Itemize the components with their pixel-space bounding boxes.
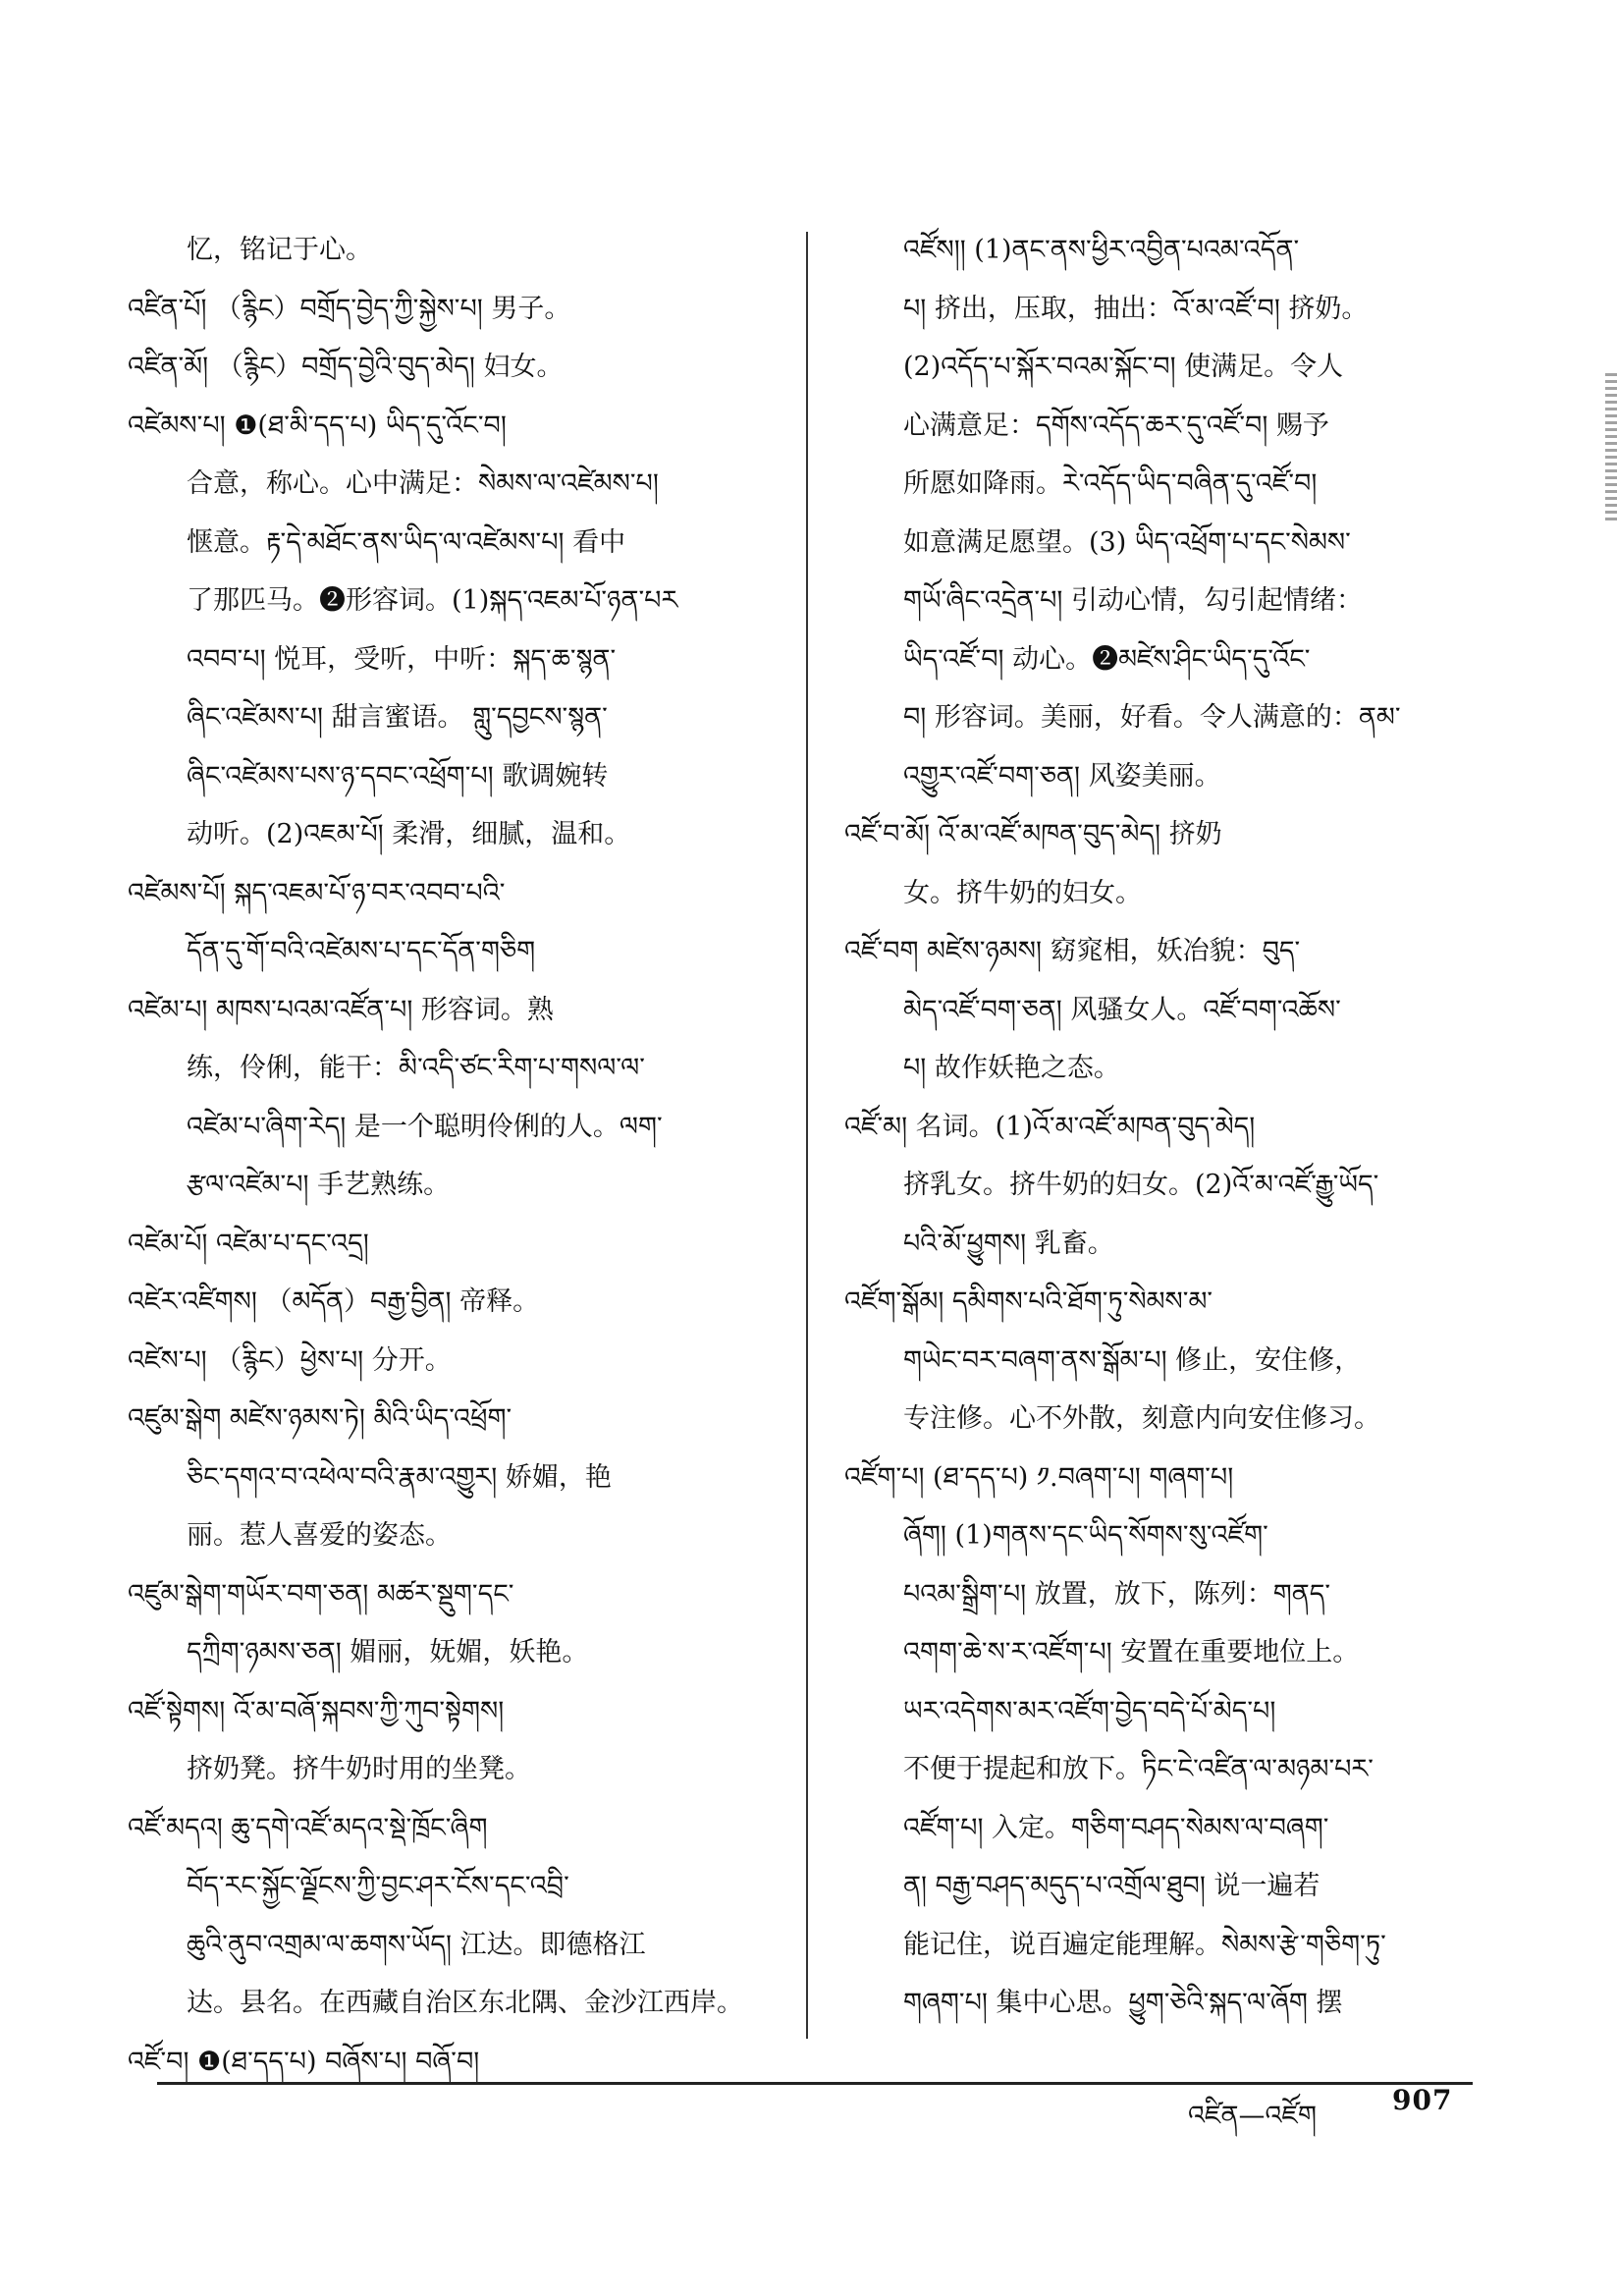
column-divider — [806, 232, 808, 2039]
text-line: འབབ་པ། 悦耳，受听，中听：སྐད་ཆ་སྙན་ — [187, 643, 617, 675]
text-line: 挤乳女。挤牛奶的妇女。(2)འོ་མ་འཛོ་རྒྱུ་ཡོད་ — [903, 1170, 1379, 1200]
text-line: ཞིང་འཛེམས་པ། 甜言蜜语。 གླུ་དབྱངས་སྙན་ — [187, 702, 608, 733]
entry-line: འཛེམས་པོ། སྐད་འཇམ་པོ་ཉ་བར་འབབ་པའི་ — [128, 877, 506, 908]
text-line: 合意，称心。心中满足：སེམས་ལ་འཛེམས་པ། — [187, 468, 659, 499]
scan-edge-mark — [1605, 373, 1617, 520]
text-line: 心满意足：དགོས་འདོད་ཆར་དུ་འཛོ་བ། 赐予 — [903, 410, 1329, 441]
left-column — [128, 221, 795, 2091]
entry-line: འཛོ་བ། ❶(ཐ་དད་པ) བཞོས་པ། བཞོ་བ། — [128, 2046, 480, 2077]
entry-line: འཛེས་པ། （རྙིང）ཕྱེས་པ། 分开。 — [128, 1344, 452, 1376]
text-line: ཅིང་དགའ་བ་འཕེལ་བའི་རྣམ་འགྱུར། 娇媚，艳 — [187, 1461, 612, 1493]
text-line: 女。挤牛奶的妇女。 — [903, 877, 1142, 908]
text-line: གཡོ་ཞིང་འདྲེན་པ། 引动心情，勾引起情绪： — [903, 585, 1363, 616]
entry-line: འཛོག་སྒོམ། དམིགས་པའི་ཐོག་ཏུ་སེམས་མ་ — [844, 1286, 1213, 1317]
entry-line: འཛོ་མདའ། ཆུ་དགེ་འཛོ་མདའ་སྡེ་ཁྲོང་ཞིག — [128, 1812, 488, 1843]
entry-line: འཛེམ་པོ། འཛེམ་པ་དང་འདྲ། — [128, 1228, 369, 1259]
text-line: རྩལ་འཛེམ་པ། 手艺熟练。 — [187, 1170, 451, 1200]
text-line: མེད་འཛོ་བག་ཅན། 风骚女人。འཛོ་བག་འཆོས་ — [903, 994, 1341, 1025]
text-line: 练，伶俐，能干：མི་འདི་ཙང་རིག་པ་གསལ་ལ་ — [187, 1053, 645, 1083]
text-line: བོད་རང་སྐྱོང་ལྗོངས་ཀྱི་བྱང་ཤར་ངོས་དང་འབྲི་ — [187, 1871, 569, 1901]
right-column — [844, 221, 1473, 2033]
entry-line: འཛེམ་པ། མཁས་པའམ་འཛོན་པ། 形容词。熟 — [128, 994, 554, 1025]
text-line: 了那匹马。❷形容词。(1)སྐད་འཇམ་པོ་ཉན་པར — [187, 585, 678, 616]
text-line: ཡིད་འཛོ་བ། 动心。❷མཛེས་ཤིང་ཡིད་དུ་འོང་ — [903, 643, 1311, 675]
text-line: གཡེང་བར་བཞག་ནས་སྒོམ་པ། 修止，安住修， — [903, 1344, 1362, 1376]
text-line: དོན་དུ་གོ་བའི་འཛེམས་པ་དང་དོན་གཅིག — [187, 936, 536, 966]
text-line: ཆུའི་ནུབ་འགྲམ་ལ་ཆགས་ཡོད། 江达。即德格江 — [187, 1929, 646, 1960]
text-line: པ། 故作妖艳之态。 — [903, 1053, 1120, 1083]
entry-line: འཛོ་མ། 名词。(1)འོ་མ་འཛོ་མཁན་བུད་མེད། — [844, 1111, 1256, 1142]
footer-rule — [157, 2082, 1473, 2085]
text-line: 所愿如降雨。རེ་འདོད་ཡིད་བཞིན་དུ་འཛོ་བ། — [903, 468, 1318, 499]
text-line: པའམ་སྒྲིག་པ། 放置，放下，陈列：གནད་ — [903, 1578, 1331, 1610]
text-line: 能记住，说百遍定能理解。སེམས་རྩེ་གཅིག་ཏུ་ — [903, 1929, 1386, 1960]
text-line: 挤奶凳。挤牛奶时用的坐凳。 — [187, 1754, 531, 1784]
text-line: 不便于提起和放下。ཏིང་ངེ་འཛིན་ལ་མཉམ་པར་ — [903, 1754, 1374, 1784]
entry-line: འཛུམ་སྒེག མཛེས་ཉམས་ཏེ། མིའི་ཡིད་འཕྲོག་ — [128, 1403, 512, 1434]
page-number: 907 — [1392, 2084, 1453, 2116]
guide-words: འཛིན—འཛོག — [1188, 2101, 1317, 2131]
text-line: 专注修。心不外散，刻意内向安住修习。 — [903, 1403, 1380, 1434]
text-line: འཛོག་པ། 入定。གཅིག་བཤད་སེམས་ལ་བཞག་ — [903, 1812, 1329, 1843]
text-line: འཛེམ་པ་ཞིག་རེད། 是一个聪明伶俐的人。ལག་ — [187, 1111, 663, 1142]
text-line: 丽。惹人喜爱的姿态。 — [187, 1520, 452, 1551]
entry-line: འཛིན་པོ། （རྙིང）བགྲོད་བྱེད་ཀྱི་སྐྱེས་པ། 男子。 — [128, 293, 571, 324]
text-line: 动听。(2)འཇམ་པོ། 柔滑，细腻，温和。 — [187, 819, 631, 849]
text-line: 达。县名。在西藏自治区东北隅、金沙江西岸。 — [187, 1988, 743, 2018]
text-line: གཞག་པ། 集中心思。ཕྱུག་ཅེའི་སྐད་ལ་ཞོག 摆 — [903, 1988, 1343, 2018]
text-line: 惬意。རྟ་དེ་མཐོང་ནས་ཡིད་ལ་འཛེམས་པ། 看中 — [187, 526, 626, 558]
text-line: (2)འདོད་པ་སྐོར་བའམ་སྐོང་བ། 使满足。令人 — [903, 352, 1344, 382]
entry-line: འཛོ་བ་མོ། འོ་མ་འཛོ་མཁན་བུད་མེད། 挤奶 — [844, 819, 1222, 849]
text-line: འགྱུར་འཛོ་བག་ཅན། 风姿美丽。 — [903, 760, 1221, 792]
entry-line: འཛོག་པ། (ཐ་དད་པ) ༡.བཞག་པ། གཞག་པ། — [844, 1461, 1234, 1493]
entry-line: འཛེར་འཛིགས། （མདོན）བརྒྱ་བྱིན། 帝释。 — [128, 1286, 540, 1317]
text-line: 忆，铭记于心。 — [187, 235, 372, 265]
entry-line: འཛུམ་སྒེག་གཡོར་བག་ཅན། མཚར་སྡུག་དང་ — [128, 1578, 514, 1610]
text-line: ན། བརྒྱ་བཤད་མདུད་པ་འགྲོལ་ཐུབ། 说一遍若 — [903, 1871, 1321, 1901]
text-line: ཡར་འདེགས་མར་འཛོག་བྱེད་བདེ་པོ་མེད་པ། — [903, 1695, 1276, 1726]
text-line: བ། 形容词。美丽，好看。令人满意的：ནམ་ — [903, 702, 1401, 733]
entry-line: འཛེམས་པ། ❶(ཐ་མི་དད་པ) ཡིད་དུ་འོང་བ། — [128, 410, 507, 441]
text-line: ཞོག། (1)གནས་དང་ཡིད་སོགས་སུ་འཛོག་ — [903, 1520, 1268, 1551]
text-line: 如意满足愿望。(3) ཡིད་འཕྲོག་པ་དང་སེམས་ — [903, 526, 1351, 558]
text-line: པ། 挤出，压取，抽出：འོ་མ་འཛོ་བ། 挤奶。 — [903, 293, 1369, 324]
entry-line: འཛིན་མོ། （རྙིང）བགྲོད་བྱེའི་བུད་མེད། 妇女。 — [128, 352, 564, 382]
entry-line: འཛོ་བག མཛེས་ཉམས། 窈窕相，妖冶貌：བུད་ — [844, 936, 1301, 966]
text-line: དཀྲིག་ཉམས་ཅན། 媚丽，妩媚，妖艳。 — [187, 1637, 589, 1667]
text-line: ཞིང་འཛེམས་པས་ཉ་དབང་འཕྲོག་པ། 歌调婉转 — [187, 760, 609, 792]
text-line: འཛོས།། (1)ནང་ནས་ཕྱིར་འབྱིན་པའམ་འདོན་ — [903, 235, 1300, 265]
entry-line: འཛོ་སྟེགས། འོ་མ་བཞོ་སྐབས་ཀྱི་ཀུབ་སྟེགས། — [128, 1695, 505, 1726]
text-line: འགག་ཆེ་ས་ར་འཛོག་པ། 安置在重要地位上。 — [903, 1637, 1360, 1667]
text-line: པའི་མོ་ཕྱུགས། 乳畜。 — [903, 1228, 1114, 1259]
